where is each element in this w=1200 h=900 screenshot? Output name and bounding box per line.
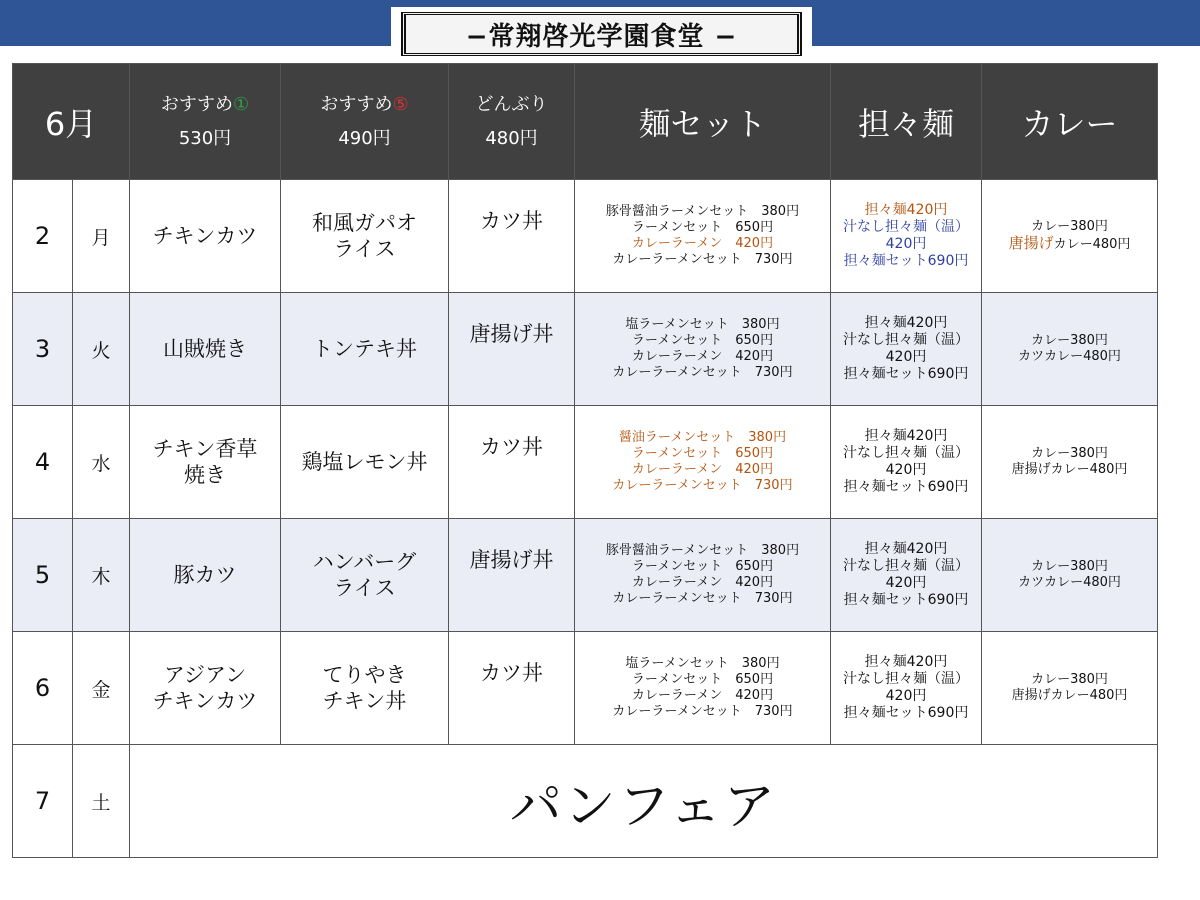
tantanmen-list (831, 293, 982, 406)
noodle-item: カレーラーメン 420円 (631, 575, 774, 590)
noodle-item: ラーメンセット 650円 (631, 333, 774, 348)
day-of-week: 金 (73, 632, 130, 745)
noodle-item: 塩ラーメンセット 380円 (625, 656, 780, 671)
dish-line: トンテキ丼 (312, 337, 417, 361)
day-number: 3 (13, 293, 73, 406)
table-row (13, 406, 1158, 519)
curry-item: 唐揚げカレー480円 (1011, 688, 1128, 703)
recommend-2-dish (281, 293, 449, 406)
tantanmen-list (831, 406, 982, 519)
curry-item: カレー380円 (1031, 446, 1108, 461)
recommend-2-dish (281, 519, 449, 632)
day-number: 2 (13, 180, 73, 293)
header-recommend-1-mark: ① (233, 93, 250, 115)
curry-item: カレー380円 (1031, 559, 1108, 574)
noodle-item: カレーラーメン 420円 (631, 462, 774, 477)
header-tantanmen: 担々麺 (831, 64, 982, 180)
curry-list (982, 293, 1158, 406)
curry-item: カツカレー480円 (1018, 349, 1121, 364)
noodle-item: ラーメンセット 650円 (631, 672, 774, 687)
dish-line: 焼き (184, 463, 226, 487)
table-row (13, 293, 1158, 406)
header-donburi (449, 64, 575, 180)
month-header: 6月 (13, 64, 130, 180)
header-recommend-2 (281, 64, 449, 180)
dish-line: チキン丼 (322, 689, 407, 713)
noodle-item: 醤油ラーメンセット 380円 (618, 430, 787, 445)
tantanmen-item: 420円 (885, 462, 927, 478)
noodle-item: カレーラーメン 420円 (631, 349, 774, 364)
tantanmen-item: 420円 (885, 688, 927, 704)
bread-fair-banner: パンフェア (130, 745, 1158, 858)
tantanmen-item: 420円 (885, 575, 927, 591)
donburi-dish: 唐揚げ丼 (449, 293, 575, 406)
dish-line: 鶏塩レモン丼 (301, 450, 428, 474)
curry-list (982, 180, 1158, 293)
dish-line: アジアン (163, 663, 247, 687)
tantanmen-list (831, 632, 982, 745)
table-row (13, 632, 1158, 745)
noodle-item: 豚骨醤油ラーメンセット 380円 (605, 204, 800, 219)
day-of-week: 水 (73, 406, 130, 519)
tantanmen-item: 汁なし担々麺（温） (843, 558, 969, 574)
tantanmen-item: 担々麺セット690円 (843, 592, 969, 608)
donburi-dish: カツ丼 (449, 406, 575, 519)
tantanmen-list (831, 519, 982, 632)
recommend-1-dish (130, 293, 281, 406)
recommend-1-dish (130, 519, 281, 632)
recommend-2-dish (281, 406, 449, 519)
day-number: 4 (13, 406, 73, 519)
donburi-dish: カツ丼 (449, 632, 575, 745)
noodle-item: カレーラーメンセット 730円 (612, 704, 793, 719)
dish-line: ハンバーグ (312, 550, 417, 574)
curry-item: カレー380円 (1031, 219, 1108, 234)
tantanmen-item: 担々麺420円 (864, 654, 948, 670)
tantanmen-item: 担々麺セット690円 (843, 705, 969, 721)
noodle-item: ラーメンセット 650円 (631, 446, 774, 461)
noodle-item: ラーメンセット 650円 (631, 220, 774, 235)
tantanmen-item: 汁なし担々麺（温） (843, 671, 969, 687)
noodle-item: カレーラーメンセット 730円 (612, 591, 793, 606)
header-donburi-name: どんぶり (475, 93, 548, 115)
saturday-row (13, 745, 1158, 858)
dish-line: 和風ガパオ (312, 211, 417, 235)
tantanmen-item: 担々麺420円 (864, 202, 948, 218)
curry-item: カツカレー480円 (1018, 575, 1121, 590)
noodle-set-list (575, 519, 831, 632)
weekly-menu-table (12, 63, 1158, 858)
tantanmen-item: 420円 (885, 236, 927, 252)
noodle-item: カレーラーメン 420円 (631, 688, 774, 703)
tantanmen-item: 担々麺セット690円 (843, 253, 969, 269)
recommend-2-dish (281, 180, 449, 293)
curry-item: カレー380円 (1031, 672, 1108, 687)
tantanmen-item: 担々麺セット690円 (843, 366, 969, 382)
table-row (13, 519, 1158, 632)
dish-line: ライス (333, 576, 396, 600)
day-number: 7 (13, 745, 73, 858)
curry-item-rest: カレー480円 (1053, 237, 1131, 252)
dish-line: ライス (333, 237, 396, 261)
donburi-dish: 唐揚げ丼 (449, 519, 575, 632)
curry-list (982, 632, 1158, 745)
header-recommend-1-price: 530円 (178, 127, 232, 149)
noodle-item: カレーラーメンセット 730円 (612, 365, 793, 380)
dish-line: 豚カツ (173, 563, 237, 587)
header-recommend-2-price: 490円 (338, 127, 391, 149)
header-recommend-1 (130, 64, 281, 180)
dish-line: チキンカツ (152, 689, 258, 713)
noodle-item: 豚骨醤油ラーメンセット 380円 (605, 543, 800, 558)
page-title: −常翔啓光学園食堂 − (401, 12, 802, 56)
menu-body (13, 180, 1158, 858)
noodle-item: カレーラーメンセット 730円 (612, 252, 793, 267)
curry-item: 唐揚げカレー480円 (1011, 462, 1128, 477)
table-row (13, 180, 1158, 293)
donburi-dish: カツ丼 (449, 180, 575, 293)
day-of-week: 月 (73, 180, 130, 293)
recommend-1-dish (130, 180, 281, 293)
curry-item: カレー380円 (1031, 333, 1108, 348)
tantanmen-item: 担々麺420円 (864, 428, 948, 444)
day-of-week: 火 (73, 293, 130, 406)
dish-line: てりやき (322, 663, 407, 687)
noodle-item: ラーメンセット 650円 (631, 559, 774, 574)
tantanmen-list (831, 180, 982, 293)
day-number: 5 (13, 519, 73, 632)
noodle-set-list (575, 293, 831, 406)
dish-line: 山賊焼き (163, 337, 247, 361)
day-of-week: 木 (73, 519, 130, 632)
tantanmen-item: 担々麺420円 (864, 315, 948, 331)
tantanmen-item: 汁なし担々麺（温） (843, 332, 969, 348)
curry-item-highlight: 唐揚げ (1008, 234, 1054, 252)
header-row (13, 64, 1158, 180)
recommend-2-dish (281, 632, 449, 745)
header-recommend-2-name: おすすめ (320, 93, 393, 115)
day-number: 6 (13, 632, 73, 745)
day-of-week: 土 (73, 745, 130, 858)
header-curry: カレー (982, 64, 1158, 180)
noodle-set-list (575, 406, 831, 519)
header-recommend-1-name: おすすめ (160, 93, 234, 115)
curry-item (982, 235, 1157, 253)
tantanmen-item: 担々麺420円 (864, 541, 948, 557)
noodle-item: カレーラーメンセット 730円 (612, 478, 793, 493)
header-recommend-2-mark: ⑤ (392, 93, 409, 115)
noodle-item: 塩ラーメンセット 380円 (625, 317, 780, 332)
curry-list (982, 519, 1158, 632)
noodle-set-list (575, 632, 831, 745)
title-frame (391, 7, 812, 61)
tantanmen-item: 汁なし担々麺（温） (843, 445, 969, 461)
header-noodle-set: 麺セット (575, 64, 831, 180)
recommend-1-dish (130, 632, 281, 745)
tantanmen-item: 420円 (885, 349, 927, 365)
dish-line: チキン香草 (152, 437, 258, 461)
tantanmen-item: 担々麺セット690円 (843, 479, 969, 495)
noodle-set-list (575, 180, 831, 293)
noodle-item: カレーラーメン 420円 (631, 236, 774, 251)
recommend-1-dish (130, 406, 281, 519)
tantanmen-item: 汁なし担々麺（温） (843, 219, 969, 235)
header-donburi-price: 480円 (485, 127, 538, 149)
dish-line: チキンカツ (152, 224, 258, 248)
curry-list (982, 406, 1158, 519)
